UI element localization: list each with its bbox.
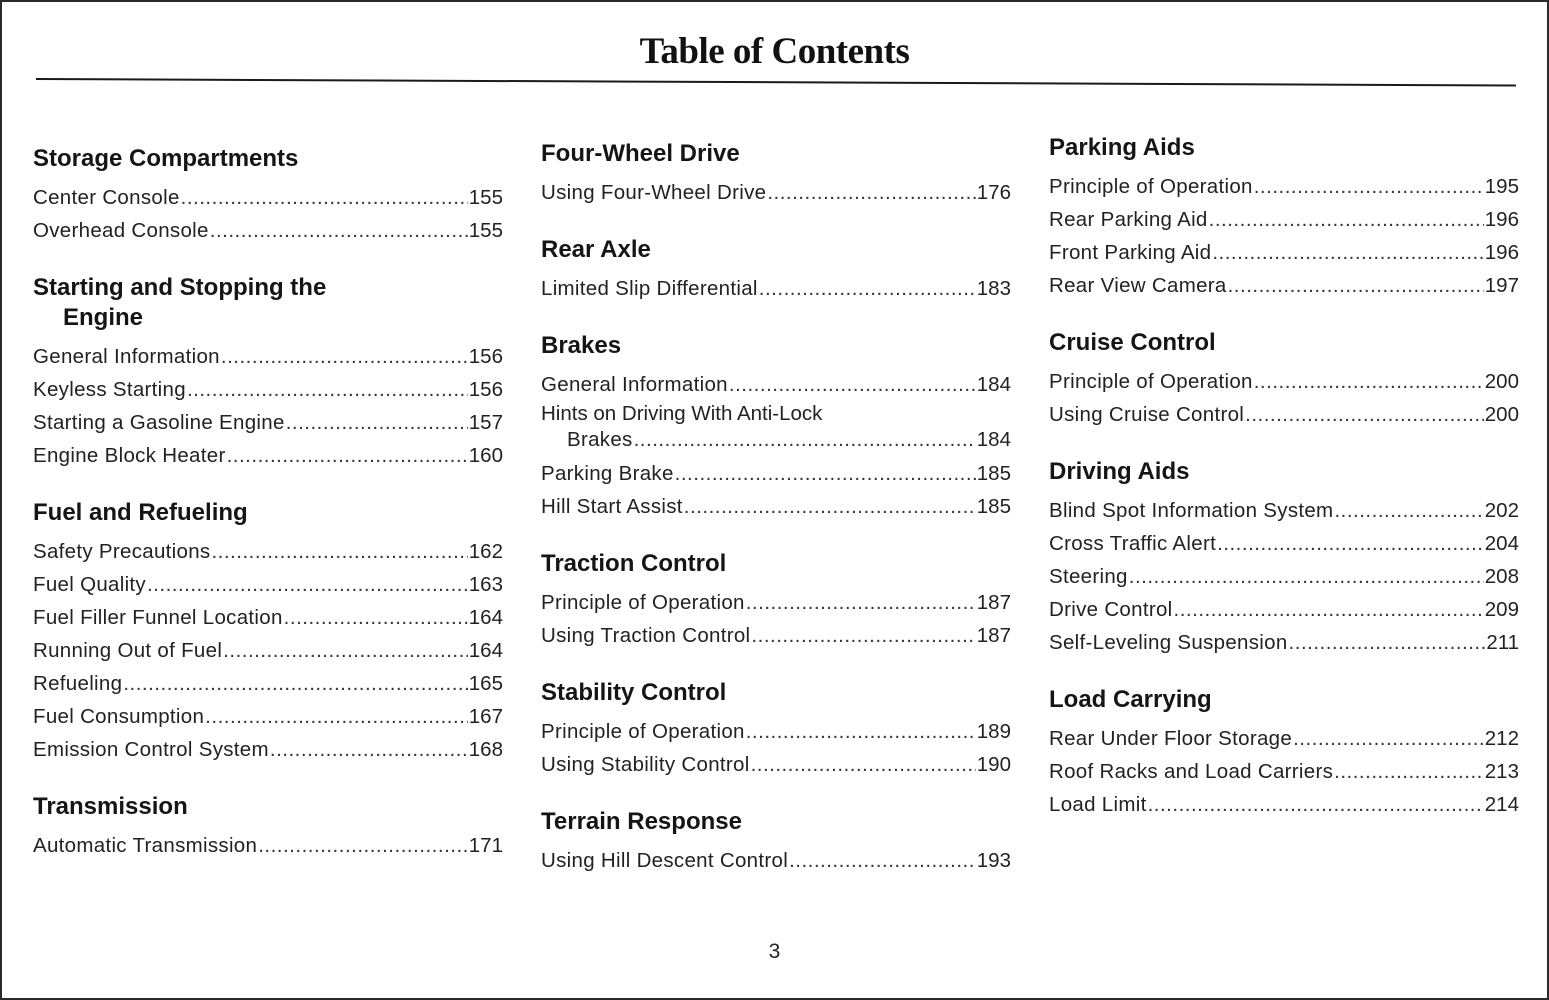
entry-page: 204 — [1484, 532, 1519, 555]
toc-entry — [33, 406, 503, 439]
section-heading-text: Storage Compartments — [33, 145, 299, 172]
toc-entry — [1049, 365, 1519, 398]
toc-entry — [33, 601, 503, 634]
dot-leader — [211, 535, 467, 568]
toc-entry — [541, 401, 1011, 457]
entry-page: 211 — [1486, 631, 1519, 654]
toc-entry — [33, 439, 503, 472]
entry-page: 168 — [468, 738, 503, 761]
toc-entry — [33, 181, 503, 214]
toc-section — [1049, 457, 1519, 659]
toc-entry — [1049, 494, 1519, 527]
section-heading-text: Fuel and Refueling — [33, 499, 248, 526]
dot-leader — [675, 457, 976, 490]
entry-page: 189 — [976, 720, 1011, 743]
toc-entry — [33, 535, 503, 568]
page-number: 3 — [768, 940, 781, 963]
entry-label: Emission Control System — [33, 738, 269, 761]
dot-leader — [684, 490, 976, 523]
entry-page: 183 — [976, 277, 1011, 300]
toc-entry — [33, 634, 503, 667]
toc-entry — [33, 214, 503, 247]
entry-page: 195 — [1484, 175, 1519, 198]
entry-label: General Information — [541, 373, 728, 396]
toc-entry — [541, 368, 1011, 401]
entry-label: Rear Parking Aid — [1049, 208, 1208, 231]
dot-leader — [147, 568, 468, 601]
toc-entry — [1049, 236, 1519, 269]
entry-page: 157 — [468, 411, 503, 434]
entry-page: 212 — [1484, 727, 1519, 750]
entry-page: 200 — [1484, 370, 1519, 393]
toc-column-2 — [541, 139, 1011, 903]
toc-section — [1049, 685, 1519, 821]
dot-leader — [286, 406, 468, 439]
section-heading — [541, 549, 1011, 579]
dot-leader — [227, 439, 468, 472]
toc-entry — [33, 700, 503, 733]
entry-page: 196 — [1484, 241, 1519, 264]
toc-entry — [33, 733, 503, 766]
entry-label: Self-Leveling Suspension — [1049, 631, 1288, 654]
entry-page: 155 — [468, 186, 503, 209]
dot-leader — [1174, 593, 1484, 626]
dot-leader — [223, 634, 468, 667]
toc-section — [1049, 133, 1519, 302]
dot-leader — [1254, 365, 1484, 398]
entry-label: Steering — [1049, 565, 1128, 588]
entry-label: Hints on Driving With Anti-Lock — [541, 402, 823, 425]
toc-entry — [541, 715, 1011, 748]
dot-leader — [759, 272, 976, 305]
entry-page: 202 — [1484, 499, 1519, 522]
toc-entry — [1049, 203, 1519, 236]
toc-entry — [1049, 722, 1519, 755]
entry-page: 184 — [976, 428, 1011, 451]
toc-entry — [33, 340, 503, 373]
entry-page: 190 — [976, 753, 1011, 776]
section-heading-text: Traction Control — [541, 550, 727, 577]
entry-label: Overhead Console — [33, 219, 209, 242]
dot-leader — [767, 176, 975, 209]
entry-label: Using Hill Descent Control — [541, 849, 789, 872]
dot-leader — [751, 748, 976, 781]
entry-label: Using Four-Wheel Drive — [541, 181, 767, 204]
entry-label: Principle of Operation — [1049, 175, 1253, 198]
section-heading-text: Parking Aids — [1049, 134, 1195, 161]
section-heading-text: Rear Axle — [541, 236, 651, 263]
toc-entry — [1049, 755, 1519, 788]
entry-label: Using Stability Control — [541, 753, 750, 776]
entry-label: Fuel Consumption — [33, 705, 205, 728]
dot-leader — [187, 373, 468, 406]
dot-leader — [1148, 788, 1484, 821]
toc-entry — [1049, 269, 1519, 302]
toc-section — [541, 331, 1011, 523]
entry-label: General Information — [33, 345, 220, 368]
section-heading — [541, 139, 1011, 169]
toc-entry — [1049, 593, 1519, 626]
entry-label: Load Limit — [1049, 793, 1147, 816]
toc-section — [541, 807, 1011, 877]
section-heading-text: Load Carrying — [1049, 686, 1212, 713]
section-heading — [33, 144, 503, 174]
entry-label: Roof Racks and Load Carriers — [1049, 760, 1334, 783]
toc-section — [33, 144, 503, 247]
entry-label: Parking Brake — [541, 462, 674, 485]
entry-label: Hill Start Assist — [541, 495, 683, 518]
section-heading-continuation: Engine — [63, 304, 144, 331]
dot-leader — [1245, 398, 1484, 431]
title-rule — [36, 78, 1516, 86]
section-heading — [1049, 685, 1519, 715]
toc-entry — [541, 844, 1011, 877]
section-heading-text: Brakes — [541, 332, 622, 359]
entry-label: Principle of Operation — [1049, 370, 1253, 393]
toc-entry — [1049, 398, 1519, 431]
toc-entry — [541, 748, 1011, 781]
entry-label: Fuel Quality — [33, 573, 146, 596]
section-heading — [541, 678, 1011, 708]
toc-section — [1049, 328, 1519, 431]
entry-label: Cross Traffic Alert — [1049, 532, 1217, 555]
dot-leader — [1228, 269, 1484, 302]
toc-entry — [1049, 170, 1519, 203]
dot-leader — [284, 601, 468, 634]
entry-page: 213 — [1484, 760, 1519, 783]
section-heading-text: Four-Wheel Drive — [541, 140, 740, 167]
entry-label: Center Console — [33, 186, 180, 209]
section-heading — [541, 807, 1011, 837]
entry-page: 196 — [1484, 208, 1519, 231]
entry-label: Rear Under Floor Storage — [1049, 727, 1293, 750]
entry-page: 193 — [976, 849, 1011, 872]
toc-entry — [541, 619, 1011, 652]
section-heading-text: Cruise Control — [1049, 329, 1216, 356]
entry-label: Starting a Gasoline Engine — [33, 411, 285, 434]
entry-page: 164 — [468, 639, 503, 662]
dot-leader — [205, 700, 468, 733]
entry-page: 209 — [1484, 598, 1519, 621]
dot-leader — [221, 340, 468, 373]
toc-entry — [541, 272, 1011, 305]
section-heading-text: Starting and Stopping the — [33, 274, 327, 301]
entry-line-2 — [541, 427, 1011, 453]
dot-leader — [746, 715, 976, 748]
section-heading-text: Terrain Response — [541, 808, 742, 835]
entry-page: 167 — [468, 705, 503, 728]
entry-label: Blind Spot Information System — [1049, 499, 1334, 522]
toc-column-3 — [1049, 133, 1519, 847]
section-heading — [1049, 328, 1519, 358]
section-heading — [33, 792, 503, 822]
section-heading-text: Stability Control — [541, 679, 727, 706]
entry-label: Using Cruise Control — [1049, 403, 1245, 426]
toc-section — [541, 139, 1011, 209]
toc-entry — [1049, 788, 1519, 821]
toc-entry — [1049, 560, 1519, 593]
dot-leader — [729, 368, 976, 401]
dot-leader — [181, 181, 468, 214]
toc-entry — [33, 373, 503, 406]
entry-label: Front Parking Aid — [1049, 241, 1212, 264]
toc-entry — [33, 829, 503, 862]
entry-page: 163 — [468, 573, 503, 596]
dot-leader — [210, 214, 468, 247]
entry-page: 214 — [1484, 793, 1519, 816]
entry-label: Engine Block Heater — [33, 444, 226, 467]
entry-page: 176 — [976, 181, 1011, 204]
toc-entry — [33, 568, 503, 601]
entry-label: Rear View Camera — [1049, 274, 1227, 297]
toc-entry — [1049, 626, 1519, 659]
section-heading-text: Transmission — [33, 793, 188, 820]
entry-label: Keyless Starting — [33, 378, 186, 401]
dot-leader — [1217, 527, 1484, 560]
toc-entry — [541, 176, 1011, 209]
entry-label: Limited Slip Differential — [541, 277, 758, 300]
page-title: Table of Contents — [639, 31, 910, 72]
section-heading — [541, 331, 1011, 361]
section-heading — [33, 273, 503, 333]
toc-entry — [1049, 527, 1519, 560]
entry-label: Using Traction Control — [541, 624, 751, 647]
dot-leader — [1293, 722, 1484, 755]
toc-section — [541, 549, 1011, 652]
entry-page: 162 — [468, 540, 503, 563]
section-heading — [1049, 457, 1519, 487]
dot-leader — [1334, 494, 1483, 527]
toc-section — [33, 498, 503, 766]
dot-leader — [1129, 560, 1484, 593]
entry-label: Principle of Operation — [541, 591, 745, 614]
entry-page: 165 — [468, 672, 503, 695]
entry-page: 156 — [468, 378, 503, 401]
dot-leader — [1212, 236, 1483, 269]
toc-column-1 — [33, 144, 503, 888]
dot-leader — [270, 733, 468, 766]
toc-entry — [541, 457, 1011, 490]
toc-section — [541, 678, 1011, 781]
entry-page: 185 — [976, 462, 1011, 485]
dot-leader — [1289, 626, 1486, 659]
toc-section — [33, 792, 503, 862]
entry-label: Fuel Filler Funnel Location — [33, 606, 283, 629]
section-heading-text: Driving Aids — [1049, 458, 1190, 485]
entry-page: 184 — [976, 373, 1011, 396]
entry-label: Drive Control — [1049, 598, 1173, 621]
toc-section — [33, 273, 503, 472]
dot-leader — [1254, 170, 1484, 203]
entry-label: Principle of Operation — [541, 720, 745, 743]
section-heading — [541, 235, 1011, 265]
dot-leader — [634, 427, 976, 453]
entry-page: 197 — [1484, 274, 1519, 297]
entry-page: 185 — [976, 495, 1011, 518]
dot-leader — [746, 586, 976, 619]
entry-page: 187 — [976, 624, 1011, 647]
section-heading — [1049, 133, 1519, 163]
entry-page: 208 — [1484, 565, 1519, 588]
dot-leader — [123, 667, 467, 700]
entry-page: 156 — [468, 345, 503, 368]
toc-entry — [541, 586, 1011, 619]
entry-label-continuation: Brakes — [567, 428, 633, 451]
entry-label: Running Out of Fuel — [33, 639, 223, 662]
entry-label: Refueling — [33, 672, 123, 695]
entry-page: 160 — [468, 444, 503, 467]
entry-page: 187 — [976, 591, 1011, 614]
entry-label: Automatic Transmission — [33, 834, 258, 857]
dot-leader — [1209, 203, 1484, 236]
toc-section — [541, 235, 1011, 305]
entry-page: 155 — [468, 219, 503, 242]
entry-page: 164 — [468, 606, 503, 629]
toc-entry — [33, 667, 503, 700]
dot-leader — [258, 829, 468, 862]
entry-label: Safety Precautions — [33, 540, 211, 563]
dot-leader — [789, 844, 976, 877]
dot-leader — [1334, 755, 1484, 788]
toc-entry — [541, 490, 1011, 523]
section-heading — [33, 498, 503, 528]
entry-page: 171 — [468, 834, 503, 857]
dot-leader — [751, 619, 975, 652]
entry-page: 200 — [1484, 403, 1519, 426]
